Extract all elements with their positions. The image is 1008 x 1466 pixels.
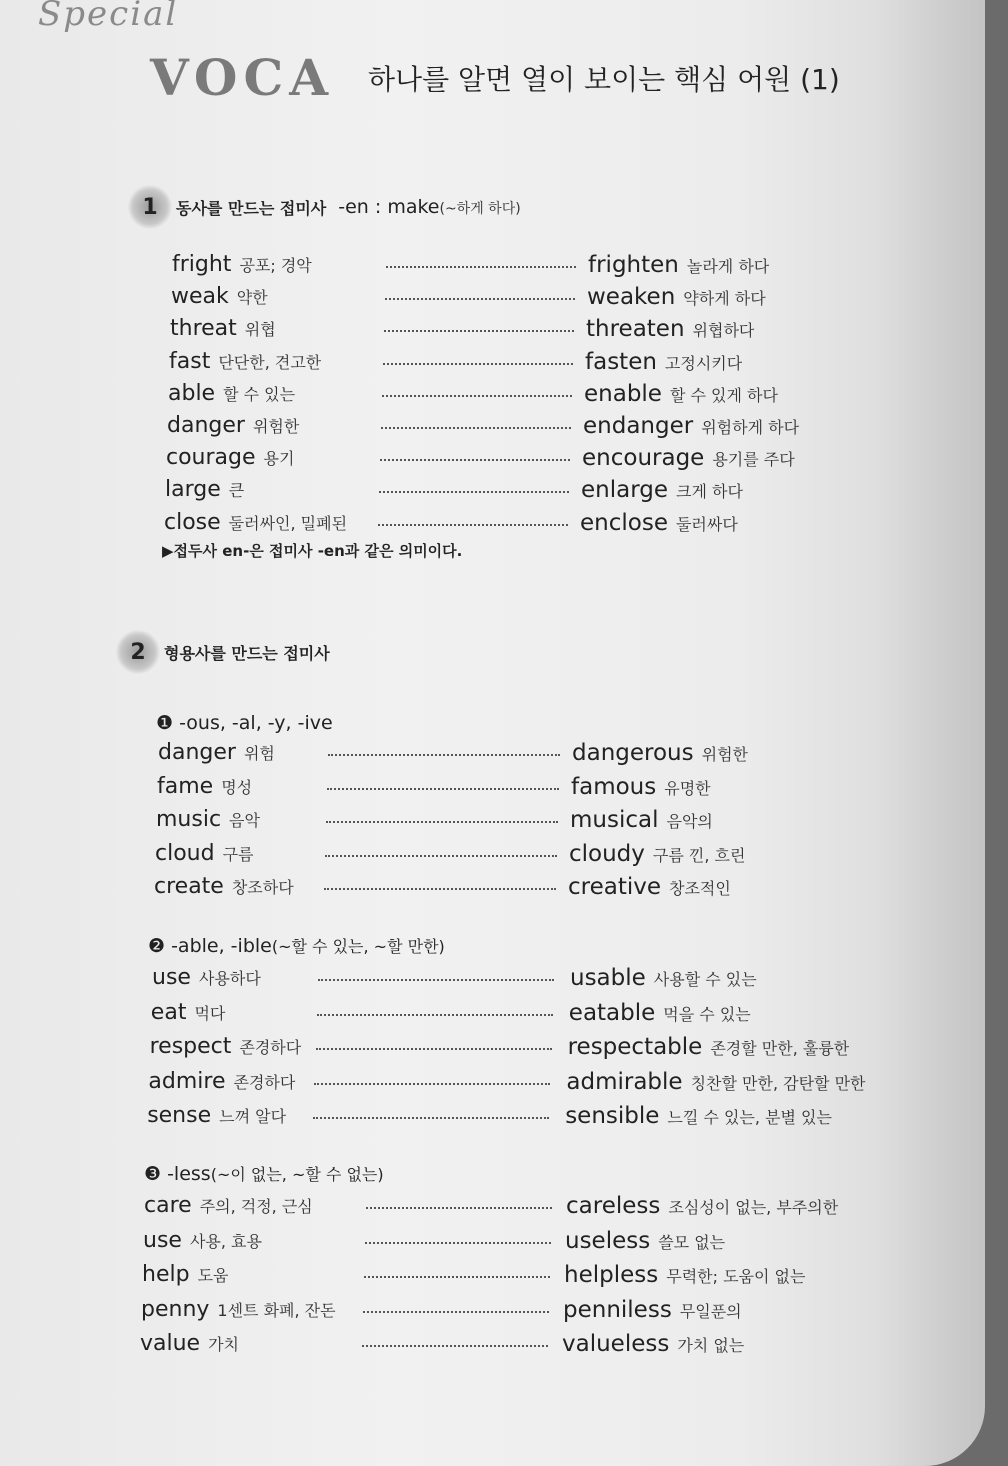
word-row — [172, 252, 852, 282]
leader-dots — [318, 979, 554, 981]
base-word-text: respect — [149, 1034, 232, 1059]
derived-word-meaning: 조심성이 없는, 부주의한 — [668, 1198, 839, 1217]
word-row — [164, 510, 844, 540]
derived-word — [565, 1228, 725, 1254]
page-title: 하나를 알면 열이 보이는 핵심 어원 (1) — [368, 63, 840, 96]
section-1-number: 1 — [128, 185, 172, 229]
derived-word-meaning: 음악의 — [666, 812, 713, 831]
derived-word-text: usable — [570, 965, 646, 991]
derived-word-text: endanger — [583, 413, 694, 439]
derived-word-meaning: 느낄 수 있는, 분별 있는 — [667, 1108, 832, 1127]
special-label: Special — [38, 0, 179, 34]
derived-word-meaning: 무력한; 도움이 없는 — [666, 1267, 806, 1286]
group-2-heading-text: ❷ -able, -ible — [148, 935, 272, 957]
base-word-text: close — [164, 509, 221, 535]
leader-dots — [365, 1242, 551, 1244]
base-word — [154, 874, 294, 899]
leader-dots — [314, 1083, 550, 1085]
base-word-text: able — [168, 380, 216, 406]
derived-word — [570, 807, 713, 833]
word-row — [151, 1000, 911, 1030]
group-3-heading-text: ❸ -less — [144, 1163, 211, 1185]
leader-dots — [384, 330, 574, 332]
derived-word-meaning: 고정시키다 — [664, 353, 743, 373]
derived-word-text: eatable — [568, 999, 656, 1026]
leader-dots — [324, 888, 556, 890]
base-word-text: weak — [171, 284, 229, 310]
base-word — [152, 965, 261, 990]
base-word-meaning: 단단한, 견고한 — [218, 352, 322, 372]
derived-word — [572, 740, 748, 766]
leader-dots — [363, 1311, 549, 1313]
leader-dots — [326, 821, 558, 823]
derived-word-text: creative — [568, 874, 662, 900]
base-word — [164, 510, 347, 535]
word-row — [158, 740, 798, 770]
leader-dots — [328, 754, 560, 756]
base-word-text: use — [143, 1227, 182, 1253]
base-word-text: help — [142, 1262, 190, 1287]
word-row — [152, 965, 912, 995]
derived-word — [563, 1297, 742, 1323]
base-word-meaning: 사용, 효용 — [189, 1231, 262, 1251]
base-word-meaning: 음악 — [229, 811, 260, 830]
word-row — [144, 1193, 904, 1223]
base-word — [144, 1193, 313, 1218]
base-word-text: create — [154, 874, 224, 899]
derived-word-text: admirable — [566, 1068, 683, 1095]
derived-word — [587, 284, 766, 310]
derived-word-text: valueless — [562, 1331, 670, 1357]
word-row — [150, 1034, 910, 1064]
derived-word — [564, 1262, 805, 1288]
group-2-heading-gloss: (~할 수 있는, ~할 만한) — [271, 937, 445, 956]
group-3-heading — [144, 1162, 384, 1185]
derived-word — [581, 477, 743, 503]
word-row — [165, 477, 845, 507]
base-word-text: eat — [150, 999, 187, 1025]
word-row — [155, 841, 795, 871]
leader-dots — [385, 298, 575, 300]
base-word-text: fright — [172, 252, 232, 277]
base-word-text: courage — [166, 445, 256, 471]
leader-dots — [362, 1345, 548, 1347]
group-2-heading — [148, 934, 445, 957]
derived-word-meaning: 놀라게 하다 — [686, 257, 770, 276]
derived-word — [568, 1034, 850, 1060]
base-word-meaning: 위험한 — [252, 417, 300, 436]
base-word — [156, 807, 260, 832]
derived-word-meaning: 유명한 — [664, 778, 711, 798]
base-word — [158, 740, 275, 765]
base-word — [170, 316, 276, 341]
base-word-meaning: 1센트 화폐, 잔돈 — [217, 1300, 336, 1320]
base-word-text: sense — [147, 1103, 212, 1128]
derived-word-text: famous — [571, 773, 657, 800]
derived-word-meaning: 용기를 주다 — [712, 450, 795, 470]
derived-word-text: sensible — [565, 1103, 660, 1129]
derived-word-text: enable — [584, 380, 662, 407]
derived-word-text: useless — [565, 1227, 651, 1254]
word-row — [157, 774, 797, 804]
derived-word — [565, 1103, 832, 1129]
base-word-meaning: 가치 — [208, 1335, 240, 1354]
derived-word-text: careless — [566, 1193, 661, 1219]
base-word-text: value — [140, 1331, 201, 1356]
derived-word-meaning: 약하게 하다 — [683, 289, 766, 309]
base-word — [166, 445, 294, 470]
derived-word — [583, 413, 799, 439]
base-word-meaning: 위협 — [244, 320, 276, 340]
word-row — [166, 445, 846, 475]
derived-word-meaning: 창조적인 — [669, 879, 731, 898]
derived-word-text: weaken — [587, 284, 676, 311]
section-2-title: 형용사를 만드는 접미사 — [164, 643, 330, 663]
derived-word-meaning: 둘러싸다 — [675, 514, 738, 534]
leader-dots — [317, 1014, 553, 1016]
derived-word — [569, 1000, 751, 1026]
word-row — [167, 413, 847, 443]
leader-dots — [313, 1117, 549, 1119]
derived-word — [571, 774, 711, 800]
base-word-text: use — [152, 965, 191, 990]
leader-dots — [325, 855, 557, 857]
section-1-header — [128, 185, 521, 229]
derived-word-meaning: 존경할 만한, 훌륭한 — [710, 1039, 850, 1058]
base-word-meaning: 먹다 — [194, 1003, 226, 1023]
base-word-text: penny — [141, 1296, 210, 1322]
base-word — [155, 841, 254, 866]
base-word-meaning: 큰 — [228, 481, 245, 501]
leader-dots — [364, 1276, 550, 1278]
derived-word-text: encourage — [582, 445, 705, 472]
group-3-heading-gloss: (~이 없는, ~할 수 없는) — [210, 1165, 384, 1184]
derived-word-meaning: 쓸모 없는 — [658, 1232, 726, 1252]
base-word-meaning: 구름 — [222, 844, 254, 864]
base-word — [147, 1103, 286, 1128]
leader-dots — [380, 459, 570, 461]
derived-word-text: helpless — [564, 1262, 659, 1288]
word-row — [171, 284, 851, 314]
base-word-text: care — [144, 1193, 192, 1218]
group-1-heading-text: ❶ -ous, -al, -y, -ive — [156, 712, 333, 734]
word-row — [141, 1297, 901, 1327]
leader-dots — [379, 491, 569, 493]
word-row — [156, 807, 796, 837]
leader-dots — [327, 788, 559, 790]
derived-word — [566, 1193, 838, 1219]
derived-word — [585, 349, 742, 375]
leader-dots — [366, 1207, 552, 1209]
derived-word — [580, 510, 738, 536]
derived-word — [566, 1069, 865, 1095]
word-row — [142, 1262, 902, 1292]
section-2-number: 2 — [116, 630, 160, 674]
base-word — [169, 349, 321, 374]
base-word — [148, 1069, 295, 1094]
derived-word-meaning: 가치 없는 — [677, 1336, 745, 1355]
derived-word-meaning: 위험한 — [701, 745, 748, 764]
base-word-meaning: 느껴 알다 — [219, 1107, 287, 1126]
base-word-meaning: 창조하다 — [231, 878, 294, 897]
word-row — [148, 1069, 908, 1099]
leader-dots — [378, 524, 568, 526]
leader-dots — [316, 1048, 552, 1050]
group-1-heading — [156, 712, 333, 734]
section-1-note: ▶접두사 en-은 접미사 -en과 같은 의미이다. — [162, 542, 463, 560]
base-word — [143, 1228, 262, 1253]
derived-word — [582, 445, 795, 471]
base-word-text: threat — [170, 316, 237, 342]
derived-word-text: enclose — [580, 509, 668, 536]
section-1-suffix-gloss: (~하게 하다) — [439, 201, 521, 217]
leader-dots — [382, 395, 572, 397]
voca-logo: VOCA — [150, 48, 335, 107]
base-word — [167, 413, 299, 438]
derived-word-meaning: 먹을 수 있는 — [663, 1004, 751, 1024]
derived-word — [584, 381, 778, 407]
derived-word-text: penniless — [563, 1296, 672, 1323]
derived-word — [569, 841, 745, 867]
section-1-title: 동사를 만드는 접미사 — [176, 198, 327, 218]
leader-dots — [381, 427, 571, 429]
derived-word-text: cloudy — [569, 840, 645, 867]
base-word-meaning: 주의, 걱정, 근심 — [199, 1197, 313, 1216]
base-word-meaning: 할 수 있는 — [223, 384, 296, 404]
word-row — [168, 381, 848, 411]
base-word — [141, 1297, 336, 1322]
derived-word-meaning: 구름 낀, 흐린 — [652, 845, 746, 865]
base-word — [171, 284, 268, 309]
base-word — [172, 252, 312, 277]
base-word — [142, 1262, 228, 1287]
derived-word-meaning: 무일푼의 — [679, 1301, 742, 1321]
section-2-header — [116, 630, 330, 674]
derived-word — [562, 1331, 744, 1357]
derived-word — [570, 965, 757, 991]
word-row — [143, 1228, 903, 1258]
derived-word-text: fasten — [585, 348, 657, 375]
derived-word-meaning: 사용할 수 있는 — [653, 970, 757, 989]
base-word — [150, 1034, 302, 1059]
word-row — [140, 1331, 900, 1361]
base-word-text: danger — [167, 413, 245, 438]
derived-word-meaning: 위협하다 — [692, 321, 755, 341]
derived-word-text: dangerous — [572, 740, 694, 766]
base-word — [151, 1000, 226, 1025]
base-word-text: large — [165, 477, 221, 503]
base-word-text: music — [156, 807, 222, 832]
base-word-meaning: 명성 — [221, 777, 253, 797]
base-word-text: cloud — [155, 840, 215, 866]
derived-word-meaning: 칭찬할 만한, 감탄할 만한 — [690, 1073, 866, 1093]
base-word-text: fame — [157, 773, 214, 799]
base-word-meaning: 약한 — [236, 288, 268, 308]
base-word-meaning: 존경하다 — [239, 1038, 302, 1057]
base-word-text: admire — [148, 1068, 226, 1094]
derived-word — [588, 252, 769, 278]
base-word-meaning: 둘러싸인, 밀폐된 — [228, 513, 348, 533]
section-1-suffix — [338, 196, 520, 218]
base-word-meaning: 도움 — [197, 1266, 229, 1285]
base-word-meaning: 용기 — [263, 449, 295, 469]
word-row — [169, 349, 849, 379]
derived-word-text: enlarge — [581, 477, 669, 504]
derived-word-meaning: 위험하게 하다 — [701, 418, 800, 437]
base-word-meaning: 공포; 경악 — [239, 256, 312, 275]
derived-word-meaning: 크게 하다 — [676, 482, 743, 502]
base-word-text: danger — [158, 740, 236, 765]
base-word — [157, 774, 252, 799]
derived-word-text: musical — [570, 807, 659, 833]
base-word-meaning: 존경하다 — [233, 1072, 296, 1092]
word-row — [147, 1103, 907, 1133]
leader-dots — [386, 266, 576, 268]
derived-word-text: respectable — [567, 1034, 703, 1060]
word-row — [154, 874, 794, 904]
base-word — [165, 477, 244, 502]
section-1-suffix-text: -en : make — [338, 196, 440, 218]
base-word-meaning: 위험 — [243, 744, 275, 763]
base-word — [168, 381, 295, 406]
leader-dots — [383, 363, 573, 365]
derived-word-text: threaten — [586, 316, 685, 343]
derived-word — [586, 316, 754, 342]
base-word-meaning: 사용하다 — [198, 969, 261, 988]
word-row — [170, 316, 850, 346]
derived-word-text: frighten — [588, 252, 679, 278]
derived-word-meaning: 할 수 있게 하다 — [669, 385, 778, 405]
base-word-text: fast — [169, 348, 211, 374]
base-word — [140, 1331, 239, 1356]
derived-word — [568, 874, 731, 900]
